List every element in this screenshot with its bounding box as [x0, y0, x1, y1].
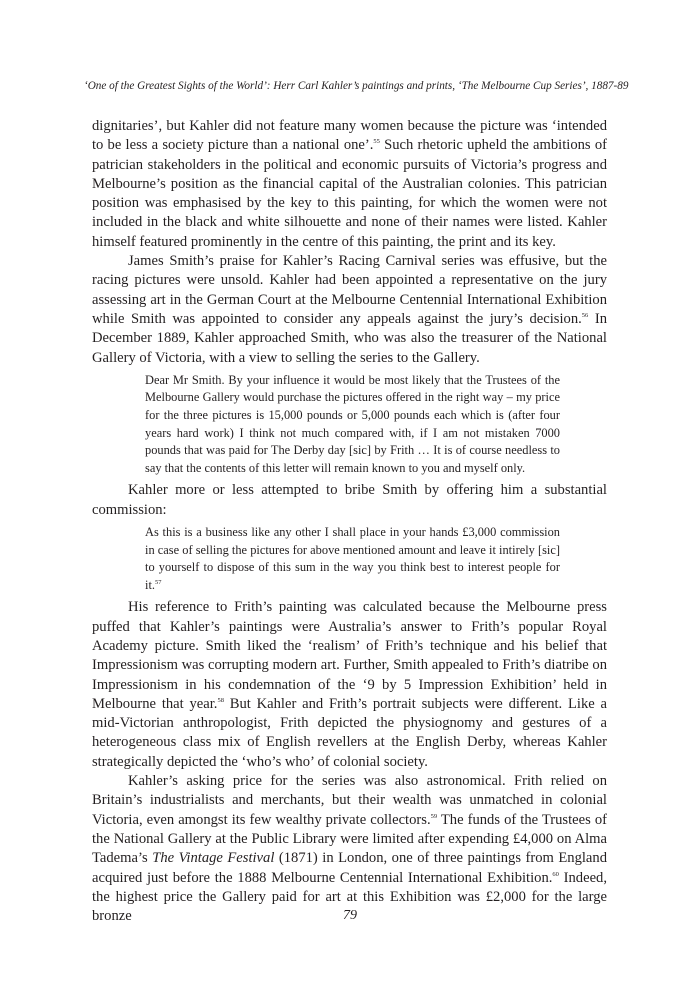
page-number: 79	[343, 908, 357, 923]
quote-text: As this is a business like any other I shall place in your hands £3,000 commission in case of selling the pictures for above mentioned amount and leave it intirely [sic] to yourself to dispose of this sum in the way you think best to interest people for it.$^{57}$	[145, 525, 560, 592]
paragraph: His reference to Frith’s painting was calculated because the Melbourne press puffed that Kahler’s paintings were Australia’s answer to Frith’s popular Royal Academy picture. Smith liked the ‘realism’ of Frith’s technique and his belief that Impressionism was corrupting modern art. Further, Smith appealed to Frith’s diatribe on Impressionism in his condemnation of the ‘9 by 5 Impression Exhibition’ held in Melbourne that year.$^{58}$ But Kahler and Frith’s portrait subjects were different. Like a mid-Victorian anthropologist, Frith depicted the physiognomy and gestures of a heterogeneous class mix of English revellers at the English Derby, whereas Kahler strategically depicted the ‘who’s who’ of colonial society.	[92, 599, 607, 770]
paragraph: Kahler’s asking price for the series was also astronomical. Frith relied on Britain’s industrialists and merchants, but their wealth was unmatched in colonial Victoria, even amongst its few wealthy private collectors.$^{59}$ The funds of the Trustees of the National Gallery at the Public Library were limited after expending £4,000 on Alma Tadema’s The Vintage Festival (1871) in London, one of three paintings from England acquired just before the 1888 Melbourne Centennial International Exhibition.$^{60}$ Indeed, the highest price the Gallery paid for art at this Exhibition was £2,000 for the large bronze	[92, 773, 607, 925]
footnote-ref[interactable]: 55	[373, 138, 380, 146]
footnote-ref[interactable]: 58	[217, 697, 224, 705]
artwork-title: The Vintage Festival	[152, 850, 275, 867]
paragraph: James Smith’s praise for Kahler’s Racing Carnival series was effusive, but the racing pictures were unsold. Kahler had been appointed a representative on the jury assessing art in the German Court at the Melbourne Centennial International Exhibition while Smith was appointed to consider any appeals against the jury’s decision.$^{56}$ In December 1889, Kahler approached Smith, who was also the treasurer of the National Gallery of Victoria, with a view to selling the series to the Gallery.	[92, 253, 607, 366]
block-quote	[145, 524, 560, 594]
footnote-ref[interactable]: 59	[430, 812, 438, 820]
footnote-ref[interactable]: 60	[552, 870, 559, 878]
running-header: ‘One of the Greatest Sights of the World’: Herr Carl Kahler’s paintings and prints, ‘The Melbourne Cup Series’, 1887-89	[84, 80, 629, 92]
paragraph: dignitaries’, but Kahler did not feature many women because the picture was ‘intended to be less a society picture than a national one’.$^{55}$ Such rhetoric upheld the ambitions of patrician stakeholders in the political and economic pursuits of Victoria’s progress and Melbourne’s position as the financial capital of the Australian colonies. This patrician position was emphasised by the key to this painting, for which the women were not included in the black and white silhouette and none of their names were listed. Kahler himself featured prominently in the centre of this painting, the print and its key.	[92, 118, 607, 250]
quote-text: Dear Mr Smith. By your influence it would be most likely that the Trustees of the Melbourne Gallery would purchase the pictures offered in the right way – my price for the three pictures is 15,000 pounds or 5,000 pounds each which is (after four years hard work) I think not much compared with, if I am not mistaken 7000 pounds that was paid for The Derby day [sic] by Frith … It is of course needless to say that the contents of this letter will remain known to you and myself only.	[145, 372, 560, 475]
footnote-ref[interactable]: 56	[581, 312, 589, 320]
block-quote	[145, 372, 560, 478]
footnote-ref[interactable]: 57	[154, 578, 162, 586]
body-text	[92, 117, 607, 926]
paragraph: Kahler more or less attempted to bribe Smith by offering him a substantial commission:	[92, 482, 607, 518]
